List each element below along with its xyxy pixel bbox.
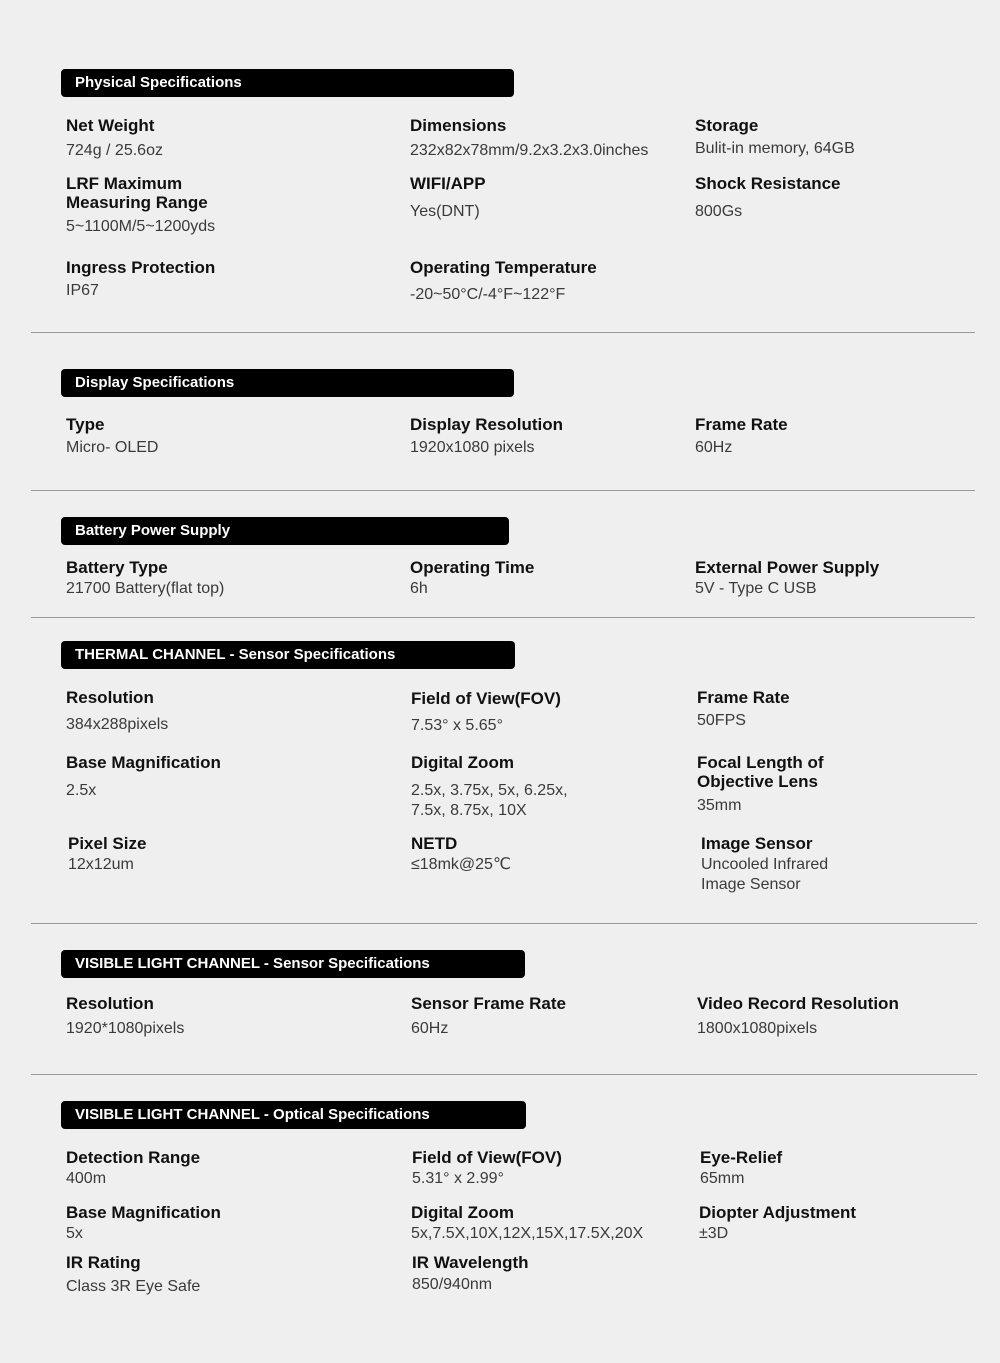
- spec-label: Resolution: [66, 688, 154, 707]
- spec-display-frame-rate: [695, 415, 985, 458]
- spec-label: Sensor Frame Rate: [411, 994, 566, 1013]
- spec-label: Shock Resistance: [695, 174, 841, 193]
- spec-label: Display Resolution: [410, 415, 564, 434]
- spec-value: 7.53° x 5.65°: [411, 717, 503, 734]
- spec-thermal-base-magnification: [66, 753, 356, 801]
- spec-visible-frame-rate: [411, 994, 701, 1039]
- divider: [31, 332, 975, 333]
- spec-label: Digital Zoom: [411, 753, 514, 772]
- spec-value: IP67: [66, 282, 99, 299]
- spec-shock-resistance: [695, 174, 985, 222]
- spec-label: Field of View(FOV): [412, 1148, 562, 1167]
- spec-detection-range: [66, 1148, 356, 1189]
- divider: [31, 617, 975, 618]
- section-header-display: Display Specifications: [61, 369, 514, 397]
- divider: [31, 1074, 977, 1075]
- spec-label: Focal Length of Objective Lens: [697, 753, 824, 791]
- spec-value: 384x288pixels: [66, 716, 169, 733]
- spec-label: Battery Type: [66, 558, 168, 577]
- spec-label: IR Wavelength: [412, 1253, 529, 1272]
- spec-value: 800Gs: [695, 203, 743, 220]
- spec-value: 5x,7.5X,10X,12X,15X,17.5X,20X: [411, 1225, 644, 1242]
- spec-eye-relief: [700, 1148, 990, 1189]
- section-header-visible-sensor: VISIBLE LIGHT CHANNEL - Sensor Specifications: [61, 950, 525, 978]
- spec-lrf-range: [66, 174, 266, 237]
- spec-label: Resolution: [66, 994, 154, 1013]
- spec-value: 6h: [410, 580, 428, 597]
- spec-value: 1800x1080pixels: [697, 1020, 818, 1037]
- spec-value: Yes(DNT): [410, 203, 480, 220]
- spec-dimensions: [410, 116, 700, 161]
- spec-label: Field of View(FOV): [411, 689, 561, 708]
- spec-value: 5x: [66, 1225, 83, 1242]
- spec-label: Pixel Size: [68, 834, 147, 853]
- spec-net-weight: [66, 116, 356, 161]
- spec-label: Frame Rate: [697, 688, 790, 707]
- spec-value: 5~1100M/5~1200yds: [66, 218, 216, 235]
- spec-thermal-netd: [411, 834, 701, 875]
- spec-label: Digital Zoom: [411, 1203, 514, 1222]
- spec-storage: [695, 116, 985, 159]
- spec-battery-type: [66, 558, 356, 599]
- spec-display-resolution: [410, 415, 700, 458]
- spec-value: 21700 Battery(flat top): [66, 580, 225, 597]
- spec-value: 724g / 25.6oz: [66, 142, 163, 159]
- spec-visible-video-resolution: [697, 994, 987, 1039]
- spec-label: Eye-Relief: [700, 1148, 783, 1167]
- section-header-battery: Battery Power Supply: [61, 517, 509, 545]
- spec-label: Detection Range: [66, 1148, 201, 1167]
- spec-label: Base Magnification: [66, 753, 221, 772]
- spec-value: ≤18mk@25℃: [411, 856, 511, 873]
- spec-value: 60Hz: [695, 439, 733, 456]
- spec-value: Class 3R Eye Safe: [66, 1278, 201, 1295]
- spec-ir-wavelength: [412, 1253, 702, 1295]
- spec-external-power: [695, 558, 985, 599]
- spec-value: Bulit-in memory, 64GB: [695, 140, 855, 157]
- spec-label: Storage: [695, 116, 759, 135]
- spec-label: Base Magnification: [66, 1203, 221, 1222]
- spec-optical-digital-zoom: [411, 1203, 701, 1244]
- spec-value: Micro- OLED: [66, 439, 159, 456]
- spec-value: Uncooled Infrared Image Sensor: [701, 856, 829, 893]
- spec-ingress-protection: [66, 258, 356, 301]
- spec-value: 12x12um: [68, 856, 134, 873]
- spec-label: Net Weight: [66, 116, 155, 135]
- spec-visible-resolution: [66, 994, 356, 1039]
- spec-thermal-image-sensor: [701, 834, 871, 895]
- divider: [31, 490, 975, 491]
- spec-value: 2.5x: [66, 782, 97, 799]
- spec-value: 65mm: [700, 1170, 745, 1187]
- spec-value: 2.5x, 3.75x, 5x, 6.25x, 7.5x, 8.75x, 10X: [411, 782, 568, 819]
- spec-thermal-pixel-size: [68, 834, 358, 875]
- section-header-visible-optical: VISIBLE LIGHT CHANNEL - Optical Specifications: [61, 1101, 526, 1129]
- spec-label: WIFI/APP: [410, 174, 486, 193]
- spec-label: IR Rating: [66, 1253, 141, 1272]
- spec-value: 50FPS: [697, 712, 746, 729]
- spec-operating-temperature: [410, 258, 700, 305]
- section-header-thermal: THERMAL CHANNEL - Sensor Specifications: [61, 641, 515, 669]
- spec-value: ±3D: [699, 1225, 729, 1242]
- spec-label: Operating Time: [410, 558, 535, 577]
- spec-thermal-digital-zoom: [411, 753, 586, 821]
- spec-label: Frame Rate: [695, 415, 788, 434]
- spec-label: Operating Temperature: [410, 258, 597, 277]
- spec-value: 60Hz: [411, 1020, 449, 1037]
- spec-wifi-app: [410, 174, 700, 222]
- spec-label: Image Sensor: [701, 834, 813, 853]
- spec-thermal-frame-rate: [697, 688, 987, 731]
- spec-value: 232x82x78mm/9.2x3.2x3.0inches: [410, 142, 649, 159]
- spec-value: 5V - Type C USB: [695, 580, 817, 597]
- spec-ir-rating: [66, 1253, 356, 1297]
- spec-thermal-resolution: [66, 688, 356, 735]
- spec-value: 1920x1080 pixels: [410, 439, 535, 456]
- spec-label: Ingress Protection: [66, 258, 216, 277]
- divider: [31, 923, 977, 924]
- spec-thermal-focal-length: [697, 753, 867, 816]
- spec-optical-base-magnification: [66, 1203, 356, 1244]
- spec-display-type: [66, 415, 356, 458]
- spec-value: 1920*1080pixels: [66, 1020, 185, 1037]
- spec-value: 5.31° x 2.99°: [412, 1170, 504, 1187]
- spec-label: Diopter Adjustment: [699, 1203, 857, 1222]
- spec-value: -20~50°C/-4°F~122°F: [410, 286, 566, 303]
- spec-label: Video Record Resolution: [697, 994, 899, 1013]
- spec-thermal-fov: [411, 689, 701, 736]
- spec-value: 35mm: [697, 797, 742, 814]
- spec-diopter-adjustment: [699, 1203, 989, 1244]
- spec-label: LRF Maximum Measuring Range: [66, 174, 208, 212]
- spec-label: NETD: [411, 834, 458, 853]
- spec-label: External Power Supply: [695, 558, 880, 577]
- spec-label: Type: [66, 415, 105, 434]
- spec-label: Dimensions: [410, 116, 507, 135]
- spec-value: 850/940nm: [412, 1276, 493, 1293]
- section-header-physical: Physical Specifications: [61, 69, 514, 97]
- spec-operating-time: [410, 558, 700, 599]
- spec-value: 400m: [66, 1170, 107, 1187]
- spec-optical-fov: [412, 1148, 702, 1189]
